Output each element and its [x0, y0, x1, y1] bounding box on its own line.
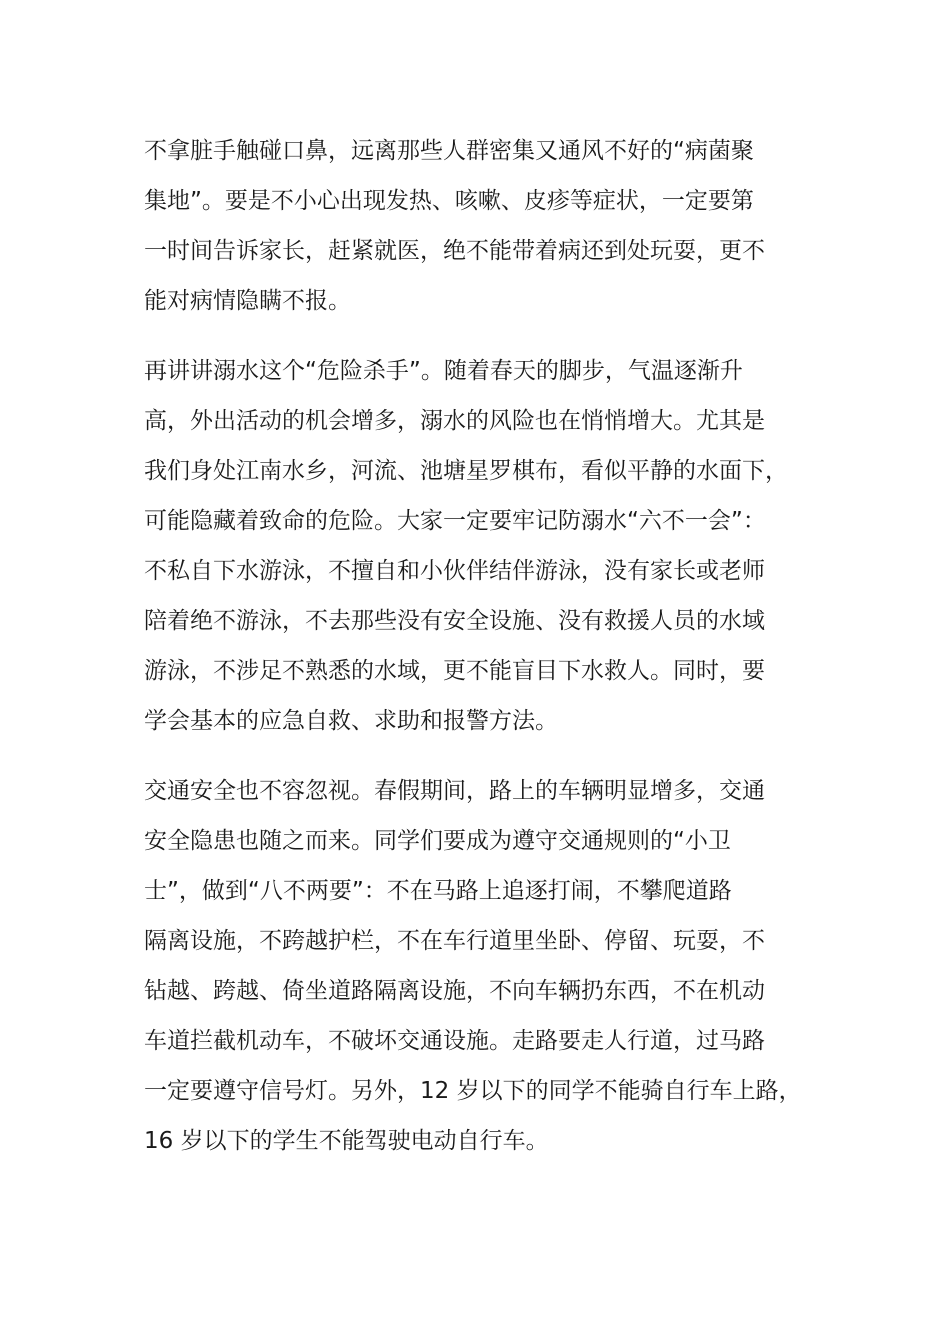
text-line: 再讲讲溺水这个“危险杀手”。随着春天的脚步，气温逐渐升: [144, 358, 743, 384]
text-line: 陪着绝不游泳，不去那些没有安全设施、没有救援人员的水域: [144, 608, 765, 634]
text-line: 士”，做到“八不两要”：不在马路上追逐打闹，不攀爬道路: [144, 878, 732, 904]
text-line: 一时间告诉家长，赶紧就医，绝不能带着病还到处玩耍，更不: [144, 238, 765, 264]
text-line: 我们身处江南水乡，河流、池塘星罗棋布，看似平静的水面下，: [144, 458, 788, 484]
text-line: 交通安全也不容忽视。春假期间，路上的车辆明显增多，交通: [144, 778, 765, 804]
text-line: 游泳，不涉足不熟悉的水域，更不能盲目下水救人。同时，要: [144, 658, 765, 684]
text-line: 隔离设施，不跨越护栏，不在车行道里坐卧、停留、玩耍，不: [144, 928, 765, 954]
text-line: 钻越、跨越、倚坐道路隔离设施，不向车辆扔东西，不在机动: [144, 978, 765, 1004]
text-line: 能对病情隐瞒不报。: [144, 288, 351, 314]
text-line: 安全隐患也随之而来。同学们要成为遵守交通规则的“小卫: [144, 828, 731, 854]
text-line: 学会基本的应急自救、求助和报警方法。: [144, 708, 558, 734]
text-line: 不私自下水游泳，不擅自和小伙伴结伴游泳，没有家长或老师: [144, 558, 765, 584]
text-line: 一定要遵守信号灯。另外，12 岁以下的同学不能骑自行车上路，: [144, 1078, 802, 1104]
text-line: 16 岁以下的学生不能驾驶电动自行车。: [144, 1128, 549, 1154]
text-line: 集地”。要是不小心出现发热、咳嗽、皮疹等症状，一定要第: [144, 188, 754, 214]
text-line: 车道拦截机动车，不破坏交通设施。走路要走人行道，过马路: [144, 1028, 765, 1054]
text-line: 可能隐藏着致命的危险。大家一定要牢记防溺水“六不一会”：: [144, 508, 766, 534]
text-line: 不拿脏手触碰口鼻，远离那些人群密集又通风不好的“病菌聚: [144, 138, 754, 164]
text-line: 高，外出活动的机会增多，溺水的风险也在悄悄增大。尤其是: [144, 408, 765, 434]
